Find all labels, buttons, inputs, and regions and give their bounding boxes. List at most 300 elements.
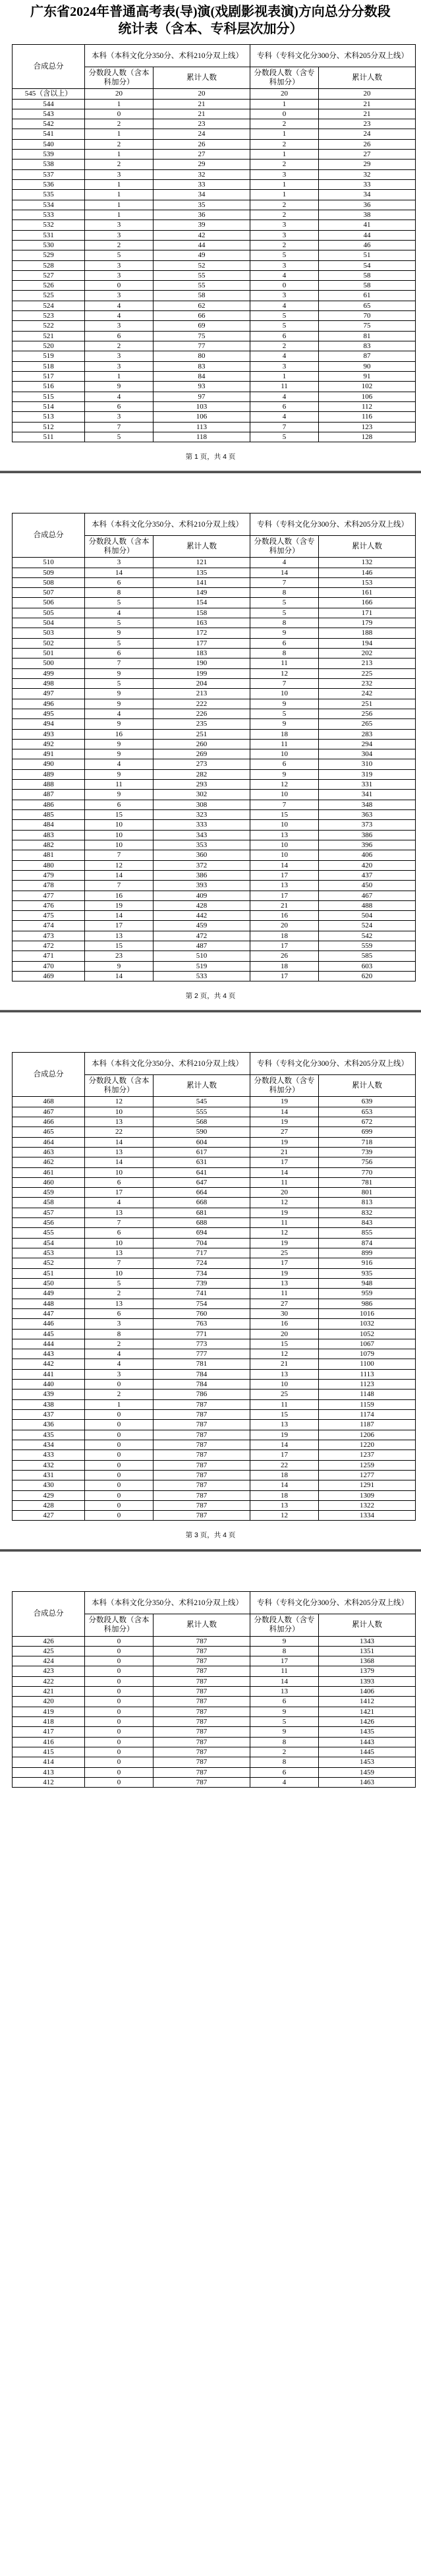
table-row xyxy=(13,1198,416,1208)
cell-score: 427 xyxy=(13,1511,85,1521)
cell-score: 494 xyxy=(13,719,85,729)
cell-score: 491 xyxy=(13,749,85,759)
cell-benke-segment: 2 xyxy=(85,160,154,169)
table-row xyxy=(13,931,416,941)
cell-zhuanke-segment: 1 xyxy=(250,371,319,381)
table-row xyxy=(13,1757,416,1767)
cell-zhuanke-cumulative: 781 xyxy=(319,1177,416,1187)
cell-score: 502 xyxy=(13,638,85,648)
cell-zhuanke-cumulative: 843 xyxy=(319,1218,416,1228)
column-header-group-zhuanke: 专科（专科文化分300分、术科205分双上线） xyxy=(250,1592,416,1614)
cell-zhuanke-segment: 13 xyxy=(250,1687,319,1697)
table-row xyxy=(13,1410,416,1420)
cell-benke-cumulative: 724 xyxy=(154,1258,250,1268)
cell-benke-cumulative: 631 xyxy=(154,1157,250,1167)
table-row xyxy=(13,1460,416,1470)
cell-score: 453 xyxy=(13,1248,85,1258)
cell-zhuanke-cumulative: 935 xyxy=(319,1268,416,1278)
cell-zhuanke-segment: 25 xyxy=(250,1248,319,1258)
cell-benke-segment: 22 xyxy=(85,1127,154,1137)
cell-benke-cumulative: 21 xyxy=(154,99,250,109)
cell-zhuanke-cumulative: 585 xyxy=(319,951,416,961)
cell-zhuanke-cumulative: 524 xyxy=(319,921,416,931)
cell-zhuanke-segment: 10 xyxy=(250,749,319,759)
column-header-zhuanke-cumulative: 累计人数 xyxy=(319,536,416,558)
cell-score: 538 xyxy=(13,160,85,169)
table-body-page-2 xyxy=(13,558,416,981)
cell-zhuanke-cumulative: 1393 xyxy=(319,1676,416,1686)
cell-benke-cumulative: 49 xyxy=(154,250,250,260)
cell-benke-segment: 23 xyxy=(85,951,154,961)
table-row xyxy=(13,840,416,850)
cell-zhuanke-segment: 17 xyxy=(250,870,319,880)
cell-zhuanke-segment: 14 xyxy=(250,1440,319,1449)
cell-zhuanke-segment: 7 xyxy=(250,800,319,809)
cell-zhuanke-cumulative: 46 xyxy=(319,240,416,250)
cell-score: 523 xyxy=(13,311,85,321)
column-header-group-zhuanke: 专科（专科文化分300分、术科205分双上线） xyxy=(250,45,416,67)
cell-benke-segment: 13 xyxy=(85,1147,154,1157)
cell-zhuanke-segment: 4 xyxy=(250,270,319,280)
cell-score: 510 xyxy=(13,558,85,568)
column-header-score: 合成总分 xyxy=(13,45,85,89)
cell-zhuanke-segment: 21 xyxy=(250,1147,319,1157)
cell-zhuanke-segment: 19 xyxy=(250,1430,319,1440)
cell-score: 483 xyxy=(13,830,85,840)
cell-zhuanke-segment: 15 xyxy=(250,810,319,820)
cell-benke-cumulative: 734 xyxy=(154,1268,250,1278)
cell-zhuanke-segment: 18 xyxy=(250,931,319,941)
cell-zhuanke-cumulative: 1426 xyxy=(319,1717,416,1727)
cell-score: 476 xyxy=(13,900,85,910)
cell-zhuanke-segment: 8 xyxy=(250,1646,319,1656)
cell-score: 415 xyxy=(13,1747,85,1757)
cell-zhuanke-segment: 18 xyxy=(250,1490,319,1500)
table-row xyxy=(13,1707,416,1716)
cell-score: 443 xyxy=(13,1349,85,1359)
cell-score: 543 xyxy=(13,109,85,119)
cell-benke-segment: 4 xyxy=(85,1359,154,1369)
cell-benke-cumulative: 118 xyxy=(154,432,250,442)
cell-score: 465 xyxy=(13,1127,85,1137)
cell-benke-segment: 9 xyxy=(85,749,154,759)
table-row xyxy=(13,1399,416,1409)
cell-benke-segment: 0 xyxy=(85,1490,154,1500)
cell-zhuanke-cumulative: 899 xyxy=(319,1248,416,1258)
table-row xyxy=(13,1107,416,1117)
cell-zhuanke-cumulative: 34 xyxy=(319,190,416,200)
cell-zhuanke-segment: 6 xyxy=(250,331,319,341)
cell-benke-cumulative: 66 xyxy=(154,311,250,321)
table-row xyxy=(13,1687,416,1697)
cell-benke-segment: 3 xyxy=(85,291,154,301)
table-row xyxy=(13,577,416,587)
cell-zhuanke-segment: 18 xyxy=(250,729,319,739)
table-body-page-4 xyxy=(13,1636,416,1788)
page-3 xyxy=(0,1016,421,1545)
table-row xyxy=(13,891,416,900)
cell-benke-segment: 2 xyxy=(85,1339,154,1349)
cell-benke-cumulative: 787 xyxy=(154,1420,250,1430)
page-break-1 xyxy=(0,467,421,477)
cell-score: 470 xyxy=(13,961,85,971)
cell-score: 460 xyxy=(13,1177,85,1187)
cell-zhuanke-cumulative: 1406 xyxy=(319,1687,416,1697)
table-row xyxy=(13,291,416,301)
cell-zhuanke-segment: 12 xyxy=(250,1198,319,1208)
cell-zhuanke-cumulative: 420 xyxy=(319,860,416,870)
cell-benke-segment: 16 xyxy=(85,729,154,739)
cell-zhuanke-segment: 10 xyxy=(250,689,319,699)
cell-zhuanke-segment: 11 xyxy=(250,659,319,668)
cell-zhuanke-segment: 11 xyxy=(250,1177,319,1187)
cell-zhuanke-segment: 5 xyxy=(250,709,319,718)
cell-benke-segment: 0 xyxy=(85,1440,154,1449)
cell-score: 517 xyxy=(13,371,85,381)
cell-zhuanke-segment: 20 xyxy=(250,89,319,99)
cell-benke-cumulative: 163 xyxy=(154,618,250,628)
cell-score: 487 xyxy=(13,790,85,800)
cell-benke-cumulative: 545 xyxy=(154,1097,250,1107)
cell-zhuanke-cumulative: 58 xyxy=(319,281,416,291)
cell-benke-cumulative: 786 xyxy=(154,1390,250,1399)
cell-zhuanke-cumulative: 801 xyxy=(319,1188,416,1198)
cell-score: 522 xyxy=(13,321,85,331)
cell-benke-segment: 5 xyxy=(85,598,154,608)
cell-benke-cumulative: 777 xyxy=(154,1349,250,1359)
cell-zhuanke-segment: 5 xyxy=(250,311,319,321)
column-header-group-benke: 本科（本科文化分350分、术科210分双上线） xyxy=(85,1592,250,1614)
cell-zhuanke-segment: 25 xyxy=(250,1390,319,1399)
cell-benke-cumulative: 62 xyxy=(154,301,250,310)
cell-score: 440 xyxy=(13,1380,85,1390)
cell-score: 413 xyxy=(13,1767,85,1777)
cell-benke-cumulative: 39 xyxy=(154,220,250,230)
cell-score: 458 xyxy=(13,1198,85,1208)
cell-benke-segment: 3 xyxy=(85,412,154,422)
cell-zhuanke-segment: 2 xyxy=(250,160,319,169)
column-header-zhuanke-segment: 分数段人数（含专科加分） xyxy=(250,1075,319,1097)
cell-zhuanke-segment: 19 xyxy=(250,1117,319,1127)
cell-score: 515 xyxy=(13,392,85,401)
cell-zhuanke-cumulative: 1453 xyxy=(319,1757,416,1767)
cell-zhuanke-cumulative: 653 xyxy=(319,1107,416,1117)
cell-benke-segment: 1 xyxy=(85,99,154,109)
cell-score: 495 xyxy=(13,709,85,718)
cell-zhuanke-cumulative: 283 xyxy=(319,729,416,739)
cell-score: 516 xyxy=(13,382,85,392)
column-header-score: 合成总分 xyxy=(13,513,85,558)
cell-benke-cumulative: 23 xyxy=(154,119,250,129)
cell-benke-cumulative: 787 xyxy=(154,1460,250,1470)
cell-zhuanke-segment: 3 xyxy=(250,230,319,240)
cell-zhuanke-cumulative: 36 xyxy=(319,200,416,210)
cell-benke-segment: 7 xyxy=(85,659,154,668)
cell-benke-segment: 15 xyxy=(85,941,154,951)
cell-score: 447 xyxy=(13,1308,85,1318)
table-row xyxy=(13,260,416,270)
table-header xyxy=(13,1592,416,1636)
cell-benke-cumulative: 510 xyxy=(154,951,250,961)
cell-benke-cumulative: 787 xyxy=(154,1410,250,1420)
cell-score: 437 xyxy=(13,1410,85,1420)
cell-benke-segment: 10 xyxy=(85,830,154,840)
table-row xyxy=(13,568,416,577)
page-4 xyxy=(0,1556,421,1788)
cell-zhuanke-segment: 4 xyxy=(250,392,319,401)
cell-benke-cumulative: 27 xyxy=(154,150,250,160)
cell-zhuanke-segment: 11 xyxy=(250,1218,319,1228)
cell-benke-cumulative: 472 xyxy=(154,931,250,941)
table-row xyxy=(13,810,416,820)
cell-zhuanke-cumulative: 386 xyxy=(319,830,416,840)
cell-score: 537 xyxy=(13,169,85,179)
cell-benke-segment: 13 xyxy=(85,1299,154,1308)
cell-zhuanke-cumulative: 58 xyxy=(319,270,416,280)
cell-zhuanke-cumulative: 1443 xyxy=(319,1737,416,1747)
cell-score: 473 xyxy=(13,931,85,941)
table-row xyxy=(13,432,416,442)
cell-score: 509 xyxy=(13,568,85,577)
page-footer-2: 第 2 页，共 4 页 xyxy=(185,992,236,1001)
cell-zhuanke-cumulative: 756 xyxy=(319,1157,416,1167)
cell-benke-cumulative: 681 xyxy=(154,1208,250,1217)
cell-benke-segment: 17 xyxy=(85,1188,154,1198)
cell-benke-cumulative: 787 xyxy=(154,1636,250,1646)
cell-zhuanke-segment: 12 xyxy=(250,780,319,790)
cell-score: 468 xyxy=(13,1097,85,1107)
cell-zhuanke-cumulative: 194 xyxy=(319,638,416,648)
table-row xyxy=(13,729,416,739)
cell-benke-segment: 0 xyxy=(85,1656,154,1666)
cell-zhuanke-cumulative: 1379 xyxy=(319,1666,416,1676)
cell-benke-segment: 0 xyxy=(85,1380,154,1390)
cell-zhuanke-cumulative: 26 xyxy=(319,139,416,149)
cell-benke-cumulative: 647 xyxy=(154,1177,250,1187)
table-row xyxy=(13,1777,416,1787)
table-row xyxy=(13,1167,416,1177)
cell-zhuanke-segment: 2 xyxy=(250,1747,319,1757)
cell-score: 498 xyxy=(13,678,85,688)
cell-benke-segment: 0 xyxy=(85,281,154,291)
cell-zhuanke-segment: 4 xyxy=(250,1777,319,1787)
cell-benke-cumulative: 787 xyxy=(154,1777,250,1787)
table-row xyxy=(13,1228,416,1238)
cell-zhuanke-segment: 4 xyxy=(250,558,319,568)
cell-score: 478 xyxy=(13,881,85,891)
table-row xyxy=(13,422,416,432)
cell-benke-cumulative: 442 xyxy=(154,911,250,921)
table-row xyxy=(13,1157,416,1167)
cell-zhuanke-segment: 14 xyxy=(250,1676,319,1686)
cell-zhuanke-segment: 6 xyxy=(250,401,319,411)
cell-benke-segment: 0 xyxy=(85,1646,154,1656)
cell-zhuanke-cumulative: 70 xyxy=(319,311,416,321)
cell-benke-cumulative: 226 xyxy=(154,709,250,718)
cell-zhuanke-segment: 8 xyxy=(250,1757,319,1767)
cell-benke-cumulative: 428 xyxy=(154,900,250,910)
cell-zhuanke-cumulative: 488 xyxy=(319,900,416,910)
cell-zhuanke-cumulative: 874 xyxy=(319,1238,416,1248)
cell-score: 418 xyxy=(13,1717,85,1727)
cell-benke-cumulative: 360 xyxy=(154,850,250,860)
column-header-benke-cumulative: 累计人数 xyxy=(154,1075,250,1097)
cell-zhuanke-cumulative: 948 xyxy=(319,1278,416,1288)
table-row xyxy=(13,109,416,119)
cell-score: 469 xyxy=(13,972,85,981)
cell-score: 484 xyxy=(13,820,85,830)
column-header-benke-cumulative: 累计人数 xyxy=(154,1614,250,1636)
cell-score: 430 xyxy=(13,1480,85,1490)
cell-score: 521 xyxy=(13,331,85,341)
cell-benke-cumulative: 787 xyxy=(154,1399,250,1409)
cell-zhuanke-cumulative: 232 xyxy=(319,678,416,688)
cell-benke-cumulative: 135 xyxy=(154,568,250,577)
cell-zhuanke-segment: 13 xyxy=(250,830,319,840)
table-row xyxy=(13,749,416,759)
cell-score: 428 xyxy=(13,1500,85,1510)
cell-benke-segment: 9 xyxy=(85,790,154,800)
cell-benke-cumulative: 393 xyxy=(154,881,250,891)
cell-benke-segment: 0 xyxy=(85,1757,154,1767)
cell-zhuanke-cumulative: 1067 xyxy=(319,1339,416,1349)
cell-benke-cumulative: 177 xyxy=(154,638,250,648)
cell-benke-cumulative: 787 xyxy=(154,1737,250,1747)
cell-score: 511 xyxy=(13,432,85,442)
cell-zhuanke-segment: 17 xyxy=(250,972,319,981)
cell-benke-segment: 0 xyxy=(85,109,154,119)
table-row xyxy=(13,1717,416,1727)
cell-zhuanke-segment: 6 xyxy=(250,638,319,648)
cell-benke-segment: 0 xyxy=(85,1450,154,1460)
cell-zhuanke-cumulative: 61 xyxy=(319,291,416,301)
table-row xyxy=(13,89,416,99)
cell-zhuanke-segment: 2 xyxy=(250,341,319,351)
table-row xyxy=(13,870,416,880)
cell-zhuanke-cumulative: 1032 xyxy=(319,1319,416,1329)
cell-benke-cumulative: 688 xyxy=(154,1218,250,1228)
cell-score: 485 xyxy=(13,810,85,820)
cell-score: 532 xyxy=(13,220,85,230)
cell-benke-segment: 17 xyxy=(85,921,154,931)
cell-zhuanke-cumulative: 832 xyxy=(319,1208,416,1217)
cell-zhuanke-segment: 9 xyxy=(250,628,319,638)
table-header xyxy=(13,1053,416,1097)
table-row xyxy=(13,1636,416,1646)
table-row xyxy=(13,659,416,668)
cell-score: 506 xyxy=(13,598,85,608)
cell-score: 530 xyxy=(13,240,85,250)
cell-benke-segment: 0 xyxy=(85,1410,154,1420)
cell-zhuanke-segment: 9 xyxy=(250,1636,319,1646)
cell-benke-segment: 0 xyxy=(85,1737,154,1747)
cell-benke-segment: 4 xyxy=(85,709,154,718)
cell-zhuanke-cumulative: 51 xyxy=(319,250,416,260)
cell-benke-cumulative: 113 xyxy=(154,422,250,432)
cell-benke-segment: 0 xyxy=(85,1676,154,1686)
cell-benke-segment: 0 xyxy=(85,1717,154,1727)
cell-zhuanke-segment: 22 xyxy=(250,1460,319,1470)
cell-benke-cumulative: 533 xyxy=(154,972,250,981)
cell-benke-segment: 2 xyxy=(85,119,154,129)
cell-benke-segment: 13 xyxy=(85,931,154,941)
cell-benke-cumulative: 222 xyxy=(154,699,250,709)
cell-benke-cumulative: 787 xyxy=(154,1757,250,1767)
cell-benke-cumulative: 409 xyxy=(154,891,250,900)
cell-score: 514 xyxy=(13,401,85,411)
column-header-group-benke: 本科（本科文化分350分、术科210分双上线） xyxy=(85,1053,250,1075)
cell-score: 462 xyxy=(13,1157,85,1167)
cell-benke-cumulative: 787 xyxy=(154,1480,250,1490)
cell-benke-segment: 9 xyxy=(85,961,154,971)
cell-score: 441 xyxy=(13,1369,85,1379)
cell-zhuanke-cumulative: 1259 xyxy=(319,1460,416,1470)
cell-zhuanke-segment: 3 xyxy=(250,260,319,270)
table-row xyxy=(13,401,416,411)
cell-benke-segment: 5 xyxy=(85,250,154,260)
cell-zhuanke-cumulative: 179 xyxy=(319,618,416,628)
table-header xyxy=(13,513,416,558)
cell-benke-segment: 0 xyxy=(85,1636,154,1646)
cell-zhuanke-cumulative: 90 xyxy=(319,361,416,371)
cell-score: 448 xyxy=(13,1299,85,1308)
table-row xyxy=(13,301,416,310)
cell-zhuanke-cumulative: 1309 xyxy=(319,1490,416,1500)
cell-benke-segment: 7 xyxy=(85,850,154,860)
table-row xyxy=(13,1339,416,1349)
cell-zhuanke-cumulative: 265 xyxy=(319,719,416,729)
cell-zhuanke-segment: 13 xyxy=(250,881,319,891)
cell-zhuanke-segment: 1 xyxy=(250,99,319,109)
cell-benke-segment: 0 xyxy=(85,1707,154,1716)
cell-score: 439 xyxy=(13,1390,85,1399)
cell-benke-cumulative: 787 xyxy=(154,1656,250,1666)
column-header-benke-cumulative: 累计人数 xyxy=(154,67,250,89)
cell-zhuanke-segment: 20 xyxy=(250,1329,319,1339)
table-row xyxy=(13,1666,416,1676)
table-row xyxy=(13,250,416,260)
table-row xyxy=(13,150,416,160)
cell-zhuanke-segment: 5 xyxy=(250,321,319,331)
cell-zhuanke-segment: 6 xyxy=(250,759,319,769)
cell-zhuanke-cumulative: 1291 xyxy=(319,1480,416,1490)
cell-zhuanke-segment: 14 xyxy=(250,1107,319,1117)
table-row xyxy=(13,190,416,200)
table-row xyxy=(13,608,416,618)
table-row xyxy=(13,1289,416,1299)
page-title: 广东省2024年普通高考表(导)演(戏剧影视表演)方向总分分数段统计表（含本、专科层次加分） xyxy=(30,5,391,36)
table-row xyxy=(13,881,416,891)
table-row xyxy=(13,598,416,608)
cell-zhuanke-segment: 19 xyxy=(250,1097,319,1107)
cell-benke-cumulative: 34 xyxy=(154,190,250,200)
table-row xyxy=(13,1137,416,1147)
cell-benke-cumulative: 273 xyxy=(154,759,250,769)
cell-zhuanke-segment: 12 xyxy=(250,668,319,678)
cell-zhuanke-segment: 19 xyxy=(250,1208,319,1217)
cell-benke-segment: 5 xyxy=(85,618,154,628)
table-row xyxy=(13,921,416,931)
cell-benke-cumulative: 787 xyxy=(154,1747,250,1757)
cell-benke-segment: 7 xyxy=(85,1218,154,1228)
cell-zhuanke-segment: 11 xyxy=(250,1666,319,1676)
cell-benke-cumulative: 787 xyxy=(154,1687,250,1697)
cell-zhuanke-segment: 20 xyxy=(250,1188,319,1198)
cell-score: 419 xyxy=(13,1707,85,1716)
cell-score: 508 xyxy=(13,577,85,587)
cell-benke-cumulative: 141 xyxy=(154,577,250,587)
cell-benke-segment: 3 xyxy=(85,1319,154,1329)
